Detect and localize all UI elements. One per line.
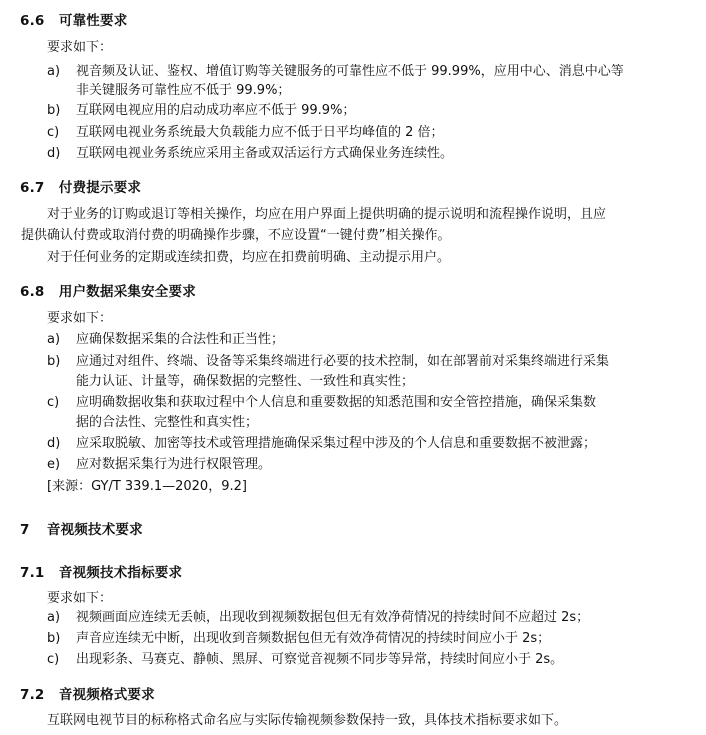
paragraph-line: 对于业务的订购或退订等相关操作，均应在用户界面上提供明确的提示说明和流程操作说明，且应 <box>47 207 607 222</box>
list-label: e) <box>47 457 61 472</box>
list-item-line: 视频画面应连续无丢帧，出现收到视频数据包但无有效净荷情况的持续时间不应超过 2s； <box>76 610 590 625</box>
list-item-line: 声音应连续无中断，出现收到音频数据包但无有效净荷情况的持续时间应小于 2s； <box>76 631 551 646</box>
section-title: 用户数据采集安全要求 <box>58 284 196 300</box>
section-number: 7 <box>20 522 30 538</box>
section-number: 6.8 <box>20 284 45 300</box>
section-title: 付费提示要求 <box>58 180 142 196</box>
section-number: 6.7 <box>20 180 45 196</box>
list-label: b) <box>47 103 61 118</box>
section-6-6-heading <box>20 9 127 29</box>
list-label: d) <box>47 436 61 451</box>
list-item-line: 应对数据采集行为进行权限管理。 <box>76 457 272 472</box>
list-label: a) <box>47 64 61 79</box>
list-label: c) <box>47 652 60 667</box>
intro-text: 要求如下： <box>47 311 113 326</box>
list-item-line: 应采取脱敏、加密等技术或管理措施确保采集过程中涉及的个人信息和重要数据不被泄露； <box>76 436 597 451</box>
section-title: 可靠性要求 <box>58 13 128 29</box>
list-label: b) <box>47 354 61 369</box>
list-label: d) <box>47 146 61 161</box>
list-item-line: 互联网电视应用的启动成功率应不低于 99.9%； <box>76 103 356 118</box>
list-label: a) <box>47 610 61 625</box>
section-title: 音视频技术要求 <box>46 522 143 538</box>
paragraph-line: 对于任何业务的定期或连续扣费，均应在扣费前明确、主动提示用户。 <box>47 250 451 265</box>
list-item-line: 应确保数据采集的合法性和正当性； <box>76 332 285 347</box>
section-7-1-heading <box>20 561 182 581</box>
section-7-2-heading <box>20 683 155 703</box>
list-item-line: 互联网电视业务系统应采用主备或双活运行方式确保业务连续性。 <box>76 146 454 161</box>
source-citation: [来源：GY/T 339.1—2020，9.2] <box>47 479 247 494</box>
list-label: c) <box>47 395 60 410</box>
paragraph-line: 提供确认付费或取消付费的明确操作步骤，不应设置“一键付费”相关操作。 <box>21 228 451 243</box>
section-number: 7.2 <box>20 687 45 703</box>
section-6-7-heading <box>20 176 141 196</box>
chapter-7-heading <box>20 518 143 538</box>
list-item-line: 视音频及认证、鉴权、增值订购等关键服务的可靠性应不低于 99.99%，应用中心、消息中心等 <box>76 64 624 79</box>
list-item-line: 应通过对组件、终端、设备等采集终端进行必要的技术控制，如在部署前对采集终端进行采集 <box>76 354 610 369</box>
intro-text: 要求如下： <box>47 591 113 606</box>
paragraph-line: 互联网电视节目的标称格式命名应与实际传输视频参数保持一致，具体技术指标要求如下。 <box>47 713 568 728</box>
list-item-line: 能力认证、计量等，确保数据的完整性、一致性和真实性； <box>76 374 415 389</box>
list-item-line: 互联网电视业务系统最大负载能力应不低于日平均峰值的 2 倍； <box>76 125 444 140</box>
section-6-8-heading <box>20 280 196 300</box>
list-item-line: 出现彩条、马赛克、静帧、黑屏、可察觉音视频不同步等异常，持续时间应小于 2s。 <box>76 652 564 667</box>
intro-text: 要求如下： <box>47 40 113 55</box>
list-item-line: 应明确数据收集和获取过程中个人信息和重要数据的知悉范围和安全管控措施，确保采集数 <box>76 395 597 410</box>
section-title: 音视频技术指标要求 <box>58 565 183 581</box>
list-item-line: 据的合法性、完整性和真实性； <box>76 415 259 430</box>
list-label: b) <box>47 631 61 646</box>
list-item-line: 非关键服务可靠性应不低于 99.9%； <box>76 83 291 98</box>
section-number: 6.6 <box>20 13 45 29</box>
section-number: 7.1 <box>20 565 45 581</box>
section-title: 音视频格式要求 <box>58 687 155 703</box>
list-label: c) <box>47 125 60 140</box>
list-label: a) <box>47 332 61 347</box>
